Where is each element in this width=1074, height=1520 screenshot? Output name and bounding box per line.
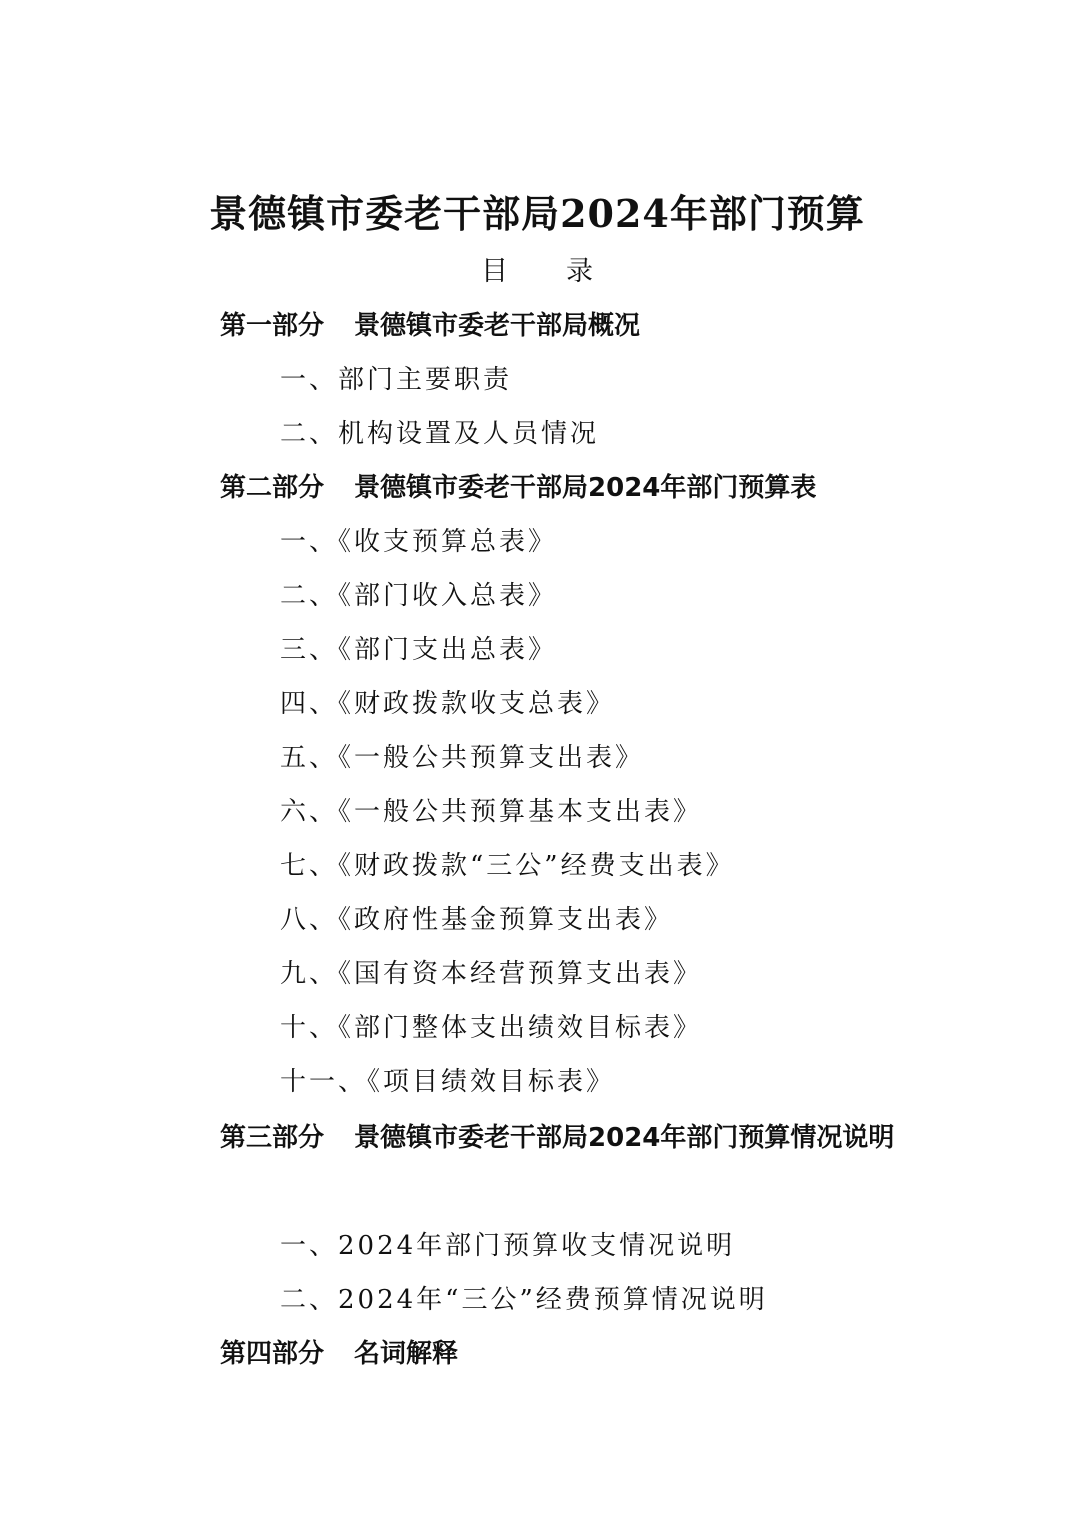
toc-item: 十一、《项目绩效目标表》 xyxy=(280,1067,616,1097)
part-3-heading xyxy=(164,1111,924,1165)
toc-item: 二、2024年“三公”经费预算情况说明 xyxy=(280,1285,768,1315)
part-4-heading xyxy=(220,1334,458,1374)
part-number: 第二部分 xyxy=(220,473,325,503)
toc-item: 九、《国有资本经营预算支出表》 xyxy=(280,959,703,989)
part-name: 景德镇市委老干部局概况 xyxy=(354,311,641,341)
part-2-heading xyxy=(220,468,816,508)
toc-item: 六、《一般公共预算基本支出表》 xyxy=(280,797,703,827)
part-number: 第四部分 xyxy=(220,1339,325,1369)
toc-item: 七、《财政拨款“三公”经费支出表》 xyxy=(280,851,735,881)
toc-item: 八、《政府性基金预算支出表》 xyxy=(280,905,674,935)
part-name: 景德镇市委老干部局2024年部门预算情况说明 xyxy=(354,1123,895,1153)
part-number: 第一部分 xyxy=(220,311,325,341)
toc-item: 二、《部门收入总表》 xyxy=(280,581,558,611)
toc-item: 十、《部门整体支出绩效目标表》 xyxy=(280,1013,703,1043)
toc-item: 二、机构设置及人员情况 xyxy=(280,419,600,449)
toc-item: 五、《一般公共预算支出表》 xyxy=(280,743,645,773)
part-name: 名词解释 xyxy=(354,1339,459,1369)
part-number: 第三部分 xyxy=(220,1123,325,1153)
document-title: 景德镇市委老干部局2024年部门预算 xyxy=(209,191,865,236)
toc-heading-char-2: 录 xyxy=(566,256,593,287)
part-name: 景德镇市委老干部局2024年部门预算表 xyxy=(354,473,817,503)
toc-item: 一、部门主要职责 xyxy=(280,365,513,395)
part-1-heading xyxy=(220,306,640,346)
toc-item: 一、《收支预算总表》 xyxy=(280,527,558,557)
toc-item: 四、《财政拨款收支总表》 xyxy=(280,689,616,719)
toc-item: 一、2024年部门预算收支情况说明 xyxy=(280,1231,736,1261)
toc-item: 三、《部门支出总表》 xyxy=(280,635,558,665)
toc-heading-char-1: 目 xyxy=(481,256,508,287)
toc-heading xyxy=(0,252,1074,292)
